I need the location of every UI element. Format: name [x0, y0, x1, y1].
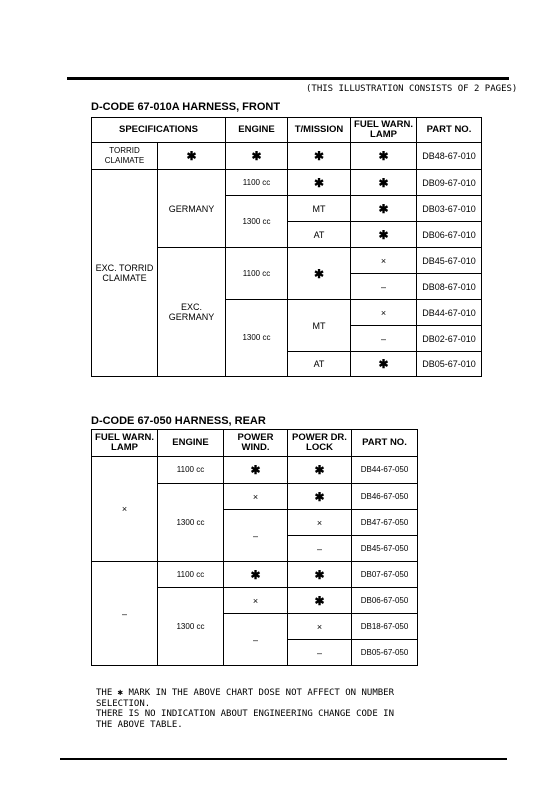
star-mark: ✱: [288, 562, 352, 588]
transmission-at: AT: [288, 222, 351, 248]
transmission-at: AT: [288, 352, 351, 377]
part-number: DB02-67-010: [417, 326, 482, 352]
spec-exc-torrid-climate: EXC. TORRID CLAIMATE: [92, 170, 158, 377]
part-number: DB05-67-050: [352, 640, 418, 666]
header-part-no: PART NO.: [417, 118, 482, 143]
times-mark: ×: [288, 614, 352, 640]
star-mark: ✱: [351, 352, 417, 377]
top-rule: [67, 77, 509, 80]
times-mark: ×: [351, 300, 417, 326]
spec-exc-germany: EXC. GERMANY: [158, 248, 226, 377]
star-mark: ✱: [288, 484, 352, 510]
star-mark: ✱: [288, 457, 352, 484]
star-mark: ✱: [351, 143, 417, 170]
star-mark: ✱: [288, 143, 351, 170]
engine-1300: 1300 cc: [226, 196, 288, 248]
engine-1100: 1100 cc: [158, 457, 224, 484]
part-number: DB08-67-010: [417, 274, 482, 300]
part-number: DB06-67-010: [417, 222, 482, 248]
engine-1100: 1100 cc: [226, 248, 288, 300]
part-number: DB09-67-010: [417, 170, 482, 196]
times-mark: ×: [288, 510, 352, 536]
front-harness-title: D-CODE 67-010A HARNESS, FRONT: [91, 101, 281, 113]
front-harness-table: [91, 117, 482, 377]
rear-harness-title: D-CODE 67-050 HARNESS, REAR: [91, 415, 266, 427]
dash-mark: –: [224, 614, 288, 666]
part-number: DB03-67-010: [417, 196, 482, 222]
bottom-rule: [60, 758, 507, 760]
star-mark: ✱: [226, 143, 288, 170]
part-number: DB47-67-050: [352, 510, 418, 536]
star-mark: ✱: [224, 457, 288, 484]
header-engine: ENGINE: [226, 118, 288, 143]
part-number: DB46-67-050: [352, 484, 418, 510]
dash-mark: –: [224, 510, 288, 562]
dash-mark: –: [288, 640, 352, 666]
rear-harness-table: [91, 429, 418, 666]
part-number: DB05-67-010: [417, 352, 482, 377]
star-mark: ✱: [351, 222, 417, 248]
star-mark: ✱: [158, 143, 226, 170]
times-mark: ×: [224, 588, 288, 614]
star-mark: ✱: [288, 170, 351, 196]
dash-mark: –: [351, 274, 417, 300]
times-mark: ×: [92, 457, 158, 562]
pages-note: (THIS ILLUSTRATION CONSISTS OF 2 PAGES): [306, 84, 518, 94]
header-fuel-warn-lamp: FUEL WARN. LAMP: [351, 118, 417, 143]
dash-mark: –: [92, 562, 158, 666]
part-number: DB44-67-050: [352, 457, 418, 484]
times-mark: ×: [224, 484, 288, 510]
star-mark: ✱: [351, 196, 417, 222]
spec-germany: GERMANY: [158, 170, 226, 248]
dash-mark: –: [351, 326, 417, 352]
header-power-window: POWER WIND.: [224, 430, 288, 457]
star-mark: ✱: [224, 562, 288, 588]
part-number: DB44-67-010: [417, 300, 482, 326]
footer-note: THE ✱ MARK IN THE ABOVE CHART DOSE NOT AFFECT ON NUMBER SELECTION. THERE IS NO INDICATION ABOUT ENGINEERING CHANGE CODE IN THE ABOVE TABLE.: [96, 688, 395, 730]
engine-1300: 1300 cc: [226, 300, 288, 377]
times-mark: ×: [351, 248, 417, 274]
star-mark: ✱: [288, 248, 351, 300]
star-mark: ✱: [351, 170, 417, 196]
part-number: DB48-67-010: [417, 143, 482, 170]
engine-1100: 1100 cc: [158, 562, 224, 588]
part-number: DB06-67-050: [352, 588, 418, 614]
engine-1300: 1300 cc: [158, 484, 224, 562]
header-specifications: SPECIFICATIONS: [92, 118, 226, 143]
dash-mark: –: [288, 536, 352, 562]
header-power-door-lock: POWER DR. LOCK: [288, 430, 352, 457]
header-transmission: T/MISSION: [288, 118, 351, 143]
header-part-no: PART NO.: [352, 430, 418, 457]
spec-torrid-climate: TORRID CLAIMATE: [92, 143, 158, 170]
transmission-mt: MT: [288, 196, 351, 222]
part-number: DB18-67-050: [352, 614, 418, 640]
transmission-mt: MT: [288, 300, 351, 352]
part-number: DB45-67-010: [417, 248, 482, 274]
part-number: DB45-67-050: [352, 536, 418, 562]
star-mark: ✱: [288, 588, 352, 614]
part-number: DB07-67-050: [352, 562, 418, 588]
header-fuel-warn-lamp: FUEL WARN. LAMP: [92, 430, 158, 457]
engine-1100: 1100 cc: [226, 170, 288, 196]
header-engine: ENGINE: [158, 430, 224, 457]
engine-1300: 1300 cc: [158, 588, 224, 666]
